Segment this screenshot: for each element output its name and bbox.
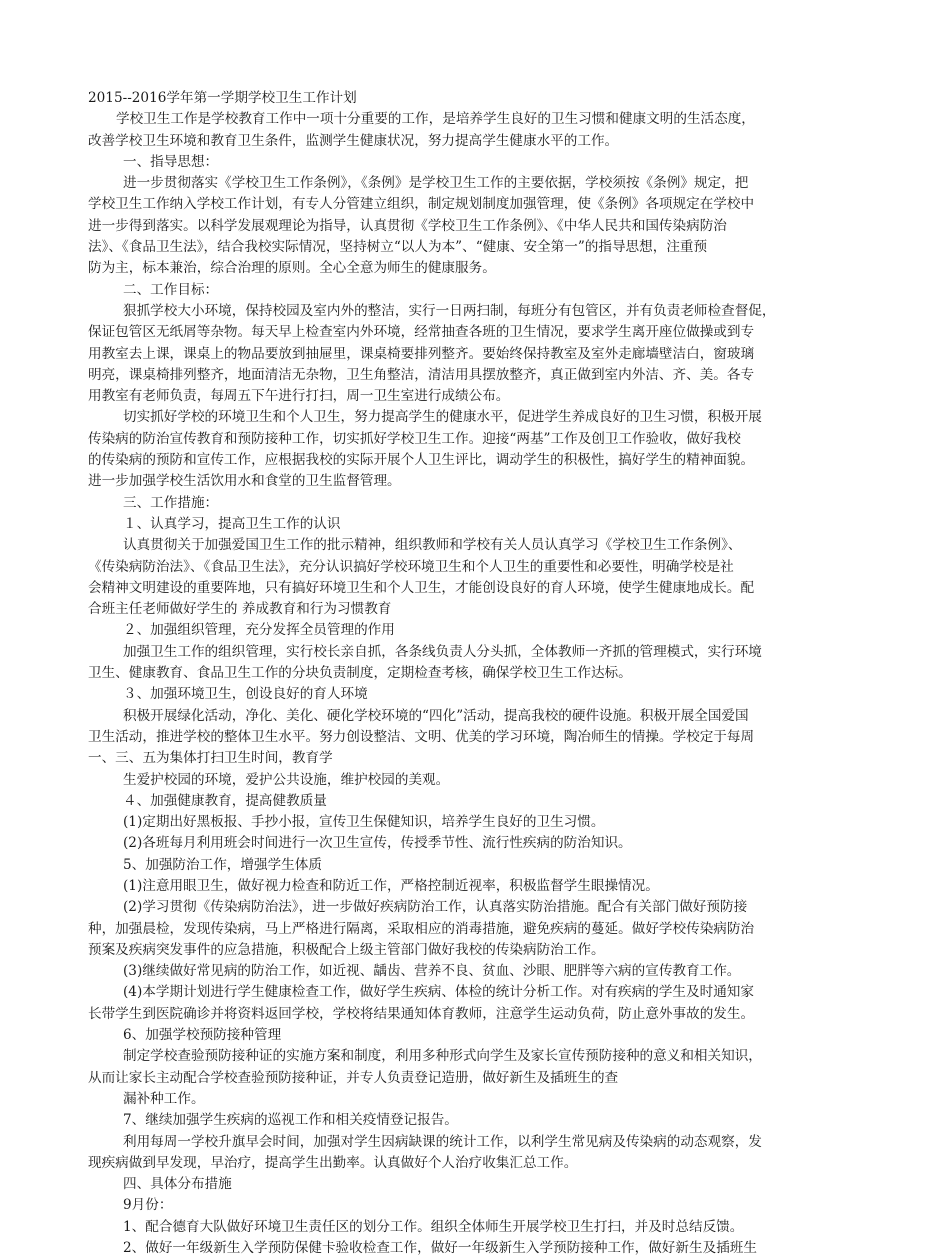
text-line: 利用每周一学校升旗早会时间，加强对学生因病缺课的统计工作，以利学生常见病及传染病的动态观察，发 (123, 1133, 762, 1150)
text-line: 合班主任老师做好学生的 养成教育和行为习惯教育 (88, 601, 392, 618)
text-line: 进一步加强学校生活饮用水和食堂的卫生监督管理。 (88, 473, 401, 490)
text-line: 防为主，标本兼治，综合治理的原则。全心全意为师生的健康服务。 (88, 260, 496, 277)
text-line: 卫生、健康教育、食品卫生工作的分块负责制度，定期检查考核，确保学校卫生工作达标。 (88, 665, 632, 682)
text-line: 现疾病做到早发现，早治疗，提高学生出勤率。认真做好个人治疗收集汇总工作。 (88, 1154, 578, 1171)
text-line: 《传染病防治法》、《食品卫生法》，充分认识搞好学校环境卫生和个人卫生的重要性和必要性，明确学校是社 (88, 558, 734, 575)
text-line: 认真贯彻关于加强爱国卫生工作的批示精神，组织教师和学校有关人员认真学习《学校卫生工作条例》、 (123, 537, 742, 554)
text-line: (4)本学期计划进行学生健康检查工作，做好学生疾病、体检的统计分析工作。对有疾病的学生及时通知家 (123, 984, 754, 1001)
text-line: (2)各班每月利用班会时间进行一次卫生宣传，传授季节性、流行性疾病的防治知识。 (123, 835, 632, 852)
text-line: 9月份： (123, 1197, 173, 1214)
text-line: 传染病的防治宣传教育和预防接种工作，切实抓好学校卫生工作。迎接“两基”工作及创卫工作验收，做好我校 (88, 430, 741, 447)
text-line: (2)学习贯彻《传染病防治法》，进一步做好疾病防治工作，认真落实防治措施。配合有关部门做好预防接 (123, 899, 748, 916)
text-line: 6、加强学校预防接种管理 (123, 1027, 282, 1044)
text-line: 狠抓学校大小环境，保持校园及室内外的整洁，实行一日两扫制，每班分有包管区，并有负责老师检查督促， (123, 302, 776, 319)
text-line: 积极开展绿化活动，净化、美化、硬化学校环境的“四化”活动，提高我校的硬件设施。积极开展全国爱国 (123, 707, 749, 724)
text-line: 制定学校查验预防接种证的实施方案和制度，利用多种形式向学生及家长宣传预防接种的意义和相关知识， (123, 1048, 762, 1065)
text-line: 长带学生到医院确诊并将资料返回学校，学校将结果通知体育教师，注意学生运动负荷，防止意外事故的发生。 (88, 1005, 755, 1022)
text-line: １、认真学习，提高卫生工作的认识 (123, 515, 341, 532)
text-line: 卫生活动，推进学校的整体卫生水平。努力创设整洁、文明、优美的学习环境，陶冶师生的情操。学校定于每周 (88, 728, 755, 745)
text-line: 用教室有老师负责，每周五下午进行打扫，周一卫生室进行成绩公布。 (88, 388, 510, 405)
text-line: (3)继续做好常见病的防治工作，如近视、龋齿、营养不良、贫血、沙眼、肥胖等六病的宣传教育工作。 (123, 963, 741, 980)
text-line: 学校卫生工作纳入学校工作计划，有专人分管建立组织，制定规划制度加强管理，使《条例》各项规定在学校中 (88, 196, 755, 213)
text-line: (1)定期出好黑板报、手抄小报，宣传卫生保健知识，培养学生良好的卫生习惯。 (123, 814, 605, 831)
text-line: 保证包管区无纸屑等杂物。每天早上检查室内外环境，经常抽查各班的卫生情况，要求学生离开座位做操或到专 (88, 324, 755, 341)
text-line: 预案及疾病突发事件的应急措施，积极配合上级主管部门做好我校的传染病防治工作。 (88, 941, 605, 958)
text-line: 从而让家长主动配合学校查验预防接种证，并专人负责登记造册，做好新生及插班生的查 (88, 1069, 619, 1086)
text-line: 四、具体分布措施 (123, 1176, 232, 1193)
text-line: 2、做好一年级新生入学预防保健卡验收检查工作，做好一年级新生入学预防接种工作，做好新生及插班生 (123, 1240, 757, 1257)
document-body (88, 88, 864, 1259)
text-line: 漏补种工作。 (123, 1090, 205, 1107)
text-line: 三、工作措施： (123, 494, 219, 511)
text-line: 切实抓好学校的环境卫生和个人卫生，努力提高学生的健康水平，促进学生养成良好的卫生习惯，积极开展 (123, 409, 762, 426)
text-line: 加强卫生工作的组织管理，实行校长亲自抓，各条线负责人分头抓，全体教师一齐抓的管理模式，实行环境 (123, 643, 762, 660)
text-line: 法》、《食品卫生法》，结合我校实际情况，坚持树立“以人为本”、“健康、安全第一”的指导思想，注重预 (88, 239, 708, 256)
text-line: 种，加强晨检，发现传染病，马上严格进行隔离，采取相应的消毒措施，避免疾病的蔓延。做好学校传染病防治 (88, 920, 755, 937)
text-line: 改善学校卫生环境和教育卫生条件，监测学生健康状况，努力提高学生健康水平的工作。 (88, 132, 619, 149)
text-line: 生爱护校园的环境，爱护公共设施，维护校园的美观。 (123, 771, 450, 788)
text-line: 二、工作目标： (123, 281, 219, 298)
text-line: 的传染病的预防和宣传工作，应根据我校的实际开展个人卫生评比，调动学生的积极性，搞好学生的精神面貌。 (88, 452, 755, 469)
text-line: ２、加强组织管理，充分发挥全员管理的作用 (123, 622, 395, 639)
text-line: 明亮，课桌椅排列整齐，地面清洁无杂物，卫生角整洁，清洁用具摆放整齐，真正做到室内外洁、齐、美。各专 (88, 366, 755, 383)
text-line: 用教室去上课，课桌上的物品要放到抽屉里，课桌椅要排列整齐。要始终保持教室及室外走廊墙壁洁白，窗玻璃 (88, 345, 755, 362)
document-title: 2015--2016学年第一学期学校卫生工作计划 (88, 90, 357, 106)
text-line: 进一步得到落实。以科学发展观理论为指导，认真贯彻《学校卫生工作条例》、《中华人民共和国传染病防治 (88, 217, 727, 234)
text-line: 一、指导思想： (123, 153, 219, 170)
text-line: 会精神文明建设的重要阵地，只有搞好环境卫生和个人卫生，才能创设良好的育人环境，使学生健康地成长。配 (88, 579, 755, 596)
text-line: 一、三、五为集体打扫卫生时间，教育学 (88, 750, 333, 767)
text-line: ３、加强环境卫生，创设良好的育人环境 (123, 686, 368, 703)
text-line: 进一步贯彻落实《学校卫生工作条例》，《条例》是学校卫生工作的主要依据，学校须按《条例》规定，把 (123, 175, 749, 192)
text-line: 1、配合德育大队做好环境卫生责任区的划分工作。组织全体师生开展学校卫生打扫，并及时总结反馈。 (123, 1218, 744, 1235)
text-line: 学校卫生工作是学校教育工作中一项十分重要的工作，是培养学生良好的卫生习惯和健康文明的生活态度， (116, 111, 755, 128)
text-line: 7、继续加强学生疾病的巡视工作和相关疫情登记报告。 (123, 1112, 458, 1129)
text-line: 5、加强防治工作，增强学生体质 (123, 856, 322, 873)
text-line: ４、加强健康教育，提高健教质量 (123, 792, 327, 809)
text-line: (1)注意用眼卫生，做好视力检查和防近工作，严格控制近视率，积极监督学生眼操情况。 (123, 877, 659, 894)
